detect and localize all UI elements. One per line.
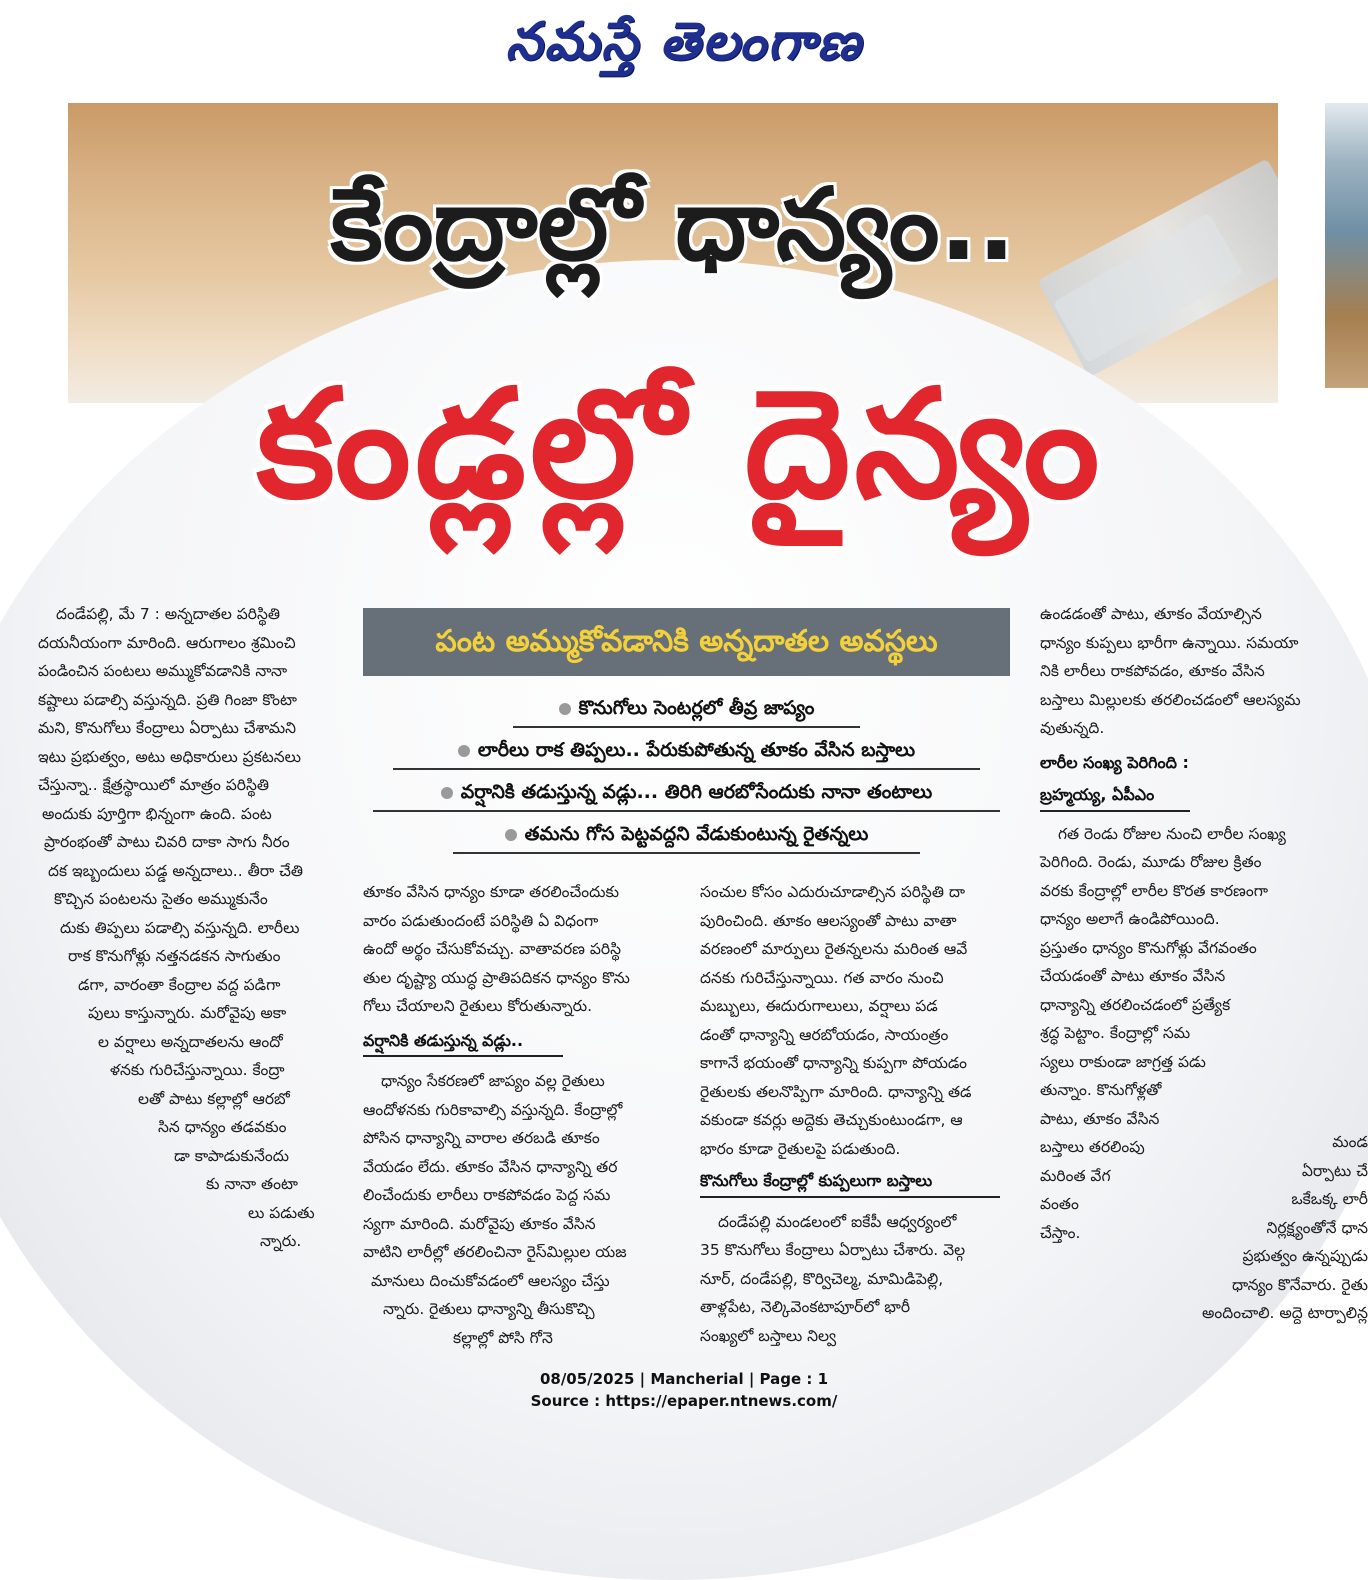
newspaper-logo: నమస్తే తెలంగాణ [505,12,863,72]
body-line: న్నారు. [260,1232,302,1250]
body-line: మానులు దించుకోవడంలో ఆలస్యం చేస్తు [371,1271,610,1290]
body-line: గోలు చేయాలని రైతులు కోరుతున్నారు. [363,997,593,1015]
body-line: స్యగా మారింది. మరోవైపు తూకం వేసిన [363,1214,596,1233]
body-line: పులు కాస్తున్నారు. మరోవైపు అకా [88,1004,287,1022]
body-line: బస్తాలు మిల్లులకు తరలించడంలో ఆలస్యమ [1040,690,1301,709]
body-line: పోసిన ధాన్యాన్ని వారాల తరబడి తూకం [363,1129,600,1147]
bullet-dot-icon [441,787,453,799]
bullet-dot-icon [559,703,571,715]
body-line: వరణంలో మార్పులు రైతన్నలను మరింత ఆవే [700,940,968,958]
body-line: పండించిన పంటలు అమ్ముకోవడానికి నానా [38,662,288,680]
body-line: దుకు తిప్పలు పడాల్సి వస్తున్నది. లారీలు [60,918,300,937]
body-line: ధాన్యం కుప్పలు భారీగా ఉన్నాయి. సమయా [1040,633,1299,652]
body-line: సిన ధాన్యం తడవకుం [158,1118,287,1136]
body-line: మండ [1332,1133,1368,1151]
body-line: పెరిగింది. రెండు, మూడు రోజుల క్రితం [1040,853,1262,871]
body-line: వంతం [1040,1195,1079,1213]
body-line: వారం పడుతుందంటే పరిస్థితి ఏ విధంగా [363,911,599,930]
body-line: మబ్బులు, ఈదురుగాలులు, వర్షాలు పడ [700,997,938,1015]
body-line: ధాన్యం కొనేవారు. రైతు [1231,1275,1368,1294]
body-line: చేస్తాం. [1040,1223,1081,1242]
bullet-item [363,732,1010,768]
body-line: అందుకు పూర్తిగా భిన్నంగా ఉంది. పంట [42,804,272,823]
bullet-list [363,690,1010,854]
article-column-1 [38,600,334,1256]
body-line: ఉందో అర్థం చేసుకోవచ్చు. వాతావరణ పరిస్థి [363,940,621,958]
body-line: భారం కూడా రైతులపై పడుతుంది. [700,1139,901,1158]
bullet-text: తమను గోస పెట్టవద్దని వేడుకుంటున్న రైతన్నలు [524,823,869,845]
body-line: దక ఇబ్బందులు పడ్డ అన్నదాలు.. తీరా చేతి [48,861,304,880]
body-line: మని, కొనుగోలు కేంద్రాలు ఏర్పాటు చేశామని [38,719,297,737]
body-line: ధాన్యాన్ని తరలించడంలో ప్రత్యేక [1040,995,1231,1014]
footer-source: Source : https://epaper.ntnews.com/ [530,1392,838,1410]
body-line: నికి లారీలు రాకపోవడం, తూకం వేసిన [1040,662,1265,680]
body-line: కాగానే భయంతో ధాన్యాన్ని కుప్పగా పోయడం [700,1054,968,1072]
body-line: వుతున్నది. [1040,719,1105,737]
body-line: వకుండా కవర్లు అద్దెకు తెచ్చుకుంటుండగా, ఆ [700,1111,963,1129]
bullet-item [363,774,1010,810]
section-subhead-byline: బ్రహ్మయ్య, ఏపీఎం [1040,785,1155,804]
body-line: సంఖ్యలో బస్తాలు నిల్వ [700,1326,837,1345]
body-line: కష్టాలు పడాల్సి వస్తున్నది. ప్రతి గింజా కొంటా [38,690,297,709]
body-line: ప్రస్తుతం ధాన్యం కొనుగోళ్లు వేగవంతం [1040,938,1257,957]
body-line: ధాన్యం సేకరణలో జాప్యం వల్ల రైతులు [381,1072,605,1090]
bullet-text: లారీలు రాక తిప్పలు.. పేరుకుపోతున్న తూకం వేసిన బస్తాలు [477,739,916,761]
bullet-text: వర్షానికి తడుస్తున్న వడ్లు... తిరిగి ఆరబోసేందుకు నానా తంటాలు [460,781,933,803]
bullet-underline [513,726,860,728]
body-line: తాళ్లపేట, నెల్కివెంకటాపూర్‌లో భారీ [700,1298,911,1316]
body-line: డంతో ధాన్యాన్ని ఆరబోయడం, సాయంత్రం [700,1025,949,1044]
bullet-underline [373,810,1000,812]
body-line: పురించింది. తూకం ఆలస్యంతో పాటు వాతా [700,911,957,930]
body-line: చేస్తున్నా.. క్షేత్రస్థాయిలో మాత్రం పరిస్థితి [38,776,269,794]
body-line: దయనీయంగా మారింది. ఆరుగాలం శ్రమించి [38,633,296,652]
body-line: ళనకు గురిచేస్తున్నాయి. కేంద్రా [110,1061,285,1079]
body-line: దండేపల్లి మండలంలో ఐకేపీ ఆధ్వర్యంలో [718,1212,957,1231]
body-line: దనకు గురిచేస్తున్నాయి. గత వారం నుంచి [700,968,944,987]
article-column-3 [700,878,1013,1350]
body-line: సంచుల కోసం ఎదురుచూడాల్సిన పరిస్థితి దా [700,883,965,901]
body-line: లించేందుకు లారీలు రాకపోవడం పెద్ద సమ [363,1186,611,1204]
footer-date-edition: 08/05/2025 | Mancherial | Page : 1 [539,1370,829,1388]
bullet-item [363,690,1010,726]
bullet-text: కొనుగోలు సెంటర్లలో తీవ్ర జాప్యం [578,697,815,719]
body-line: 35 కొనుగోలు కేంద్రాలు ఏర్పాటు చేశారు. వెల్గ [700,1241,966,1259]
body-line: తుల దృష్ట్యా యుద్ధ ప్రాతిపదికన ధాన్యం కొను [363,968,630,987]
body-line: ధాన్యం అలాగే ఉండిపోయింది. [1040,910,1220,928]
body-line: నూర్, దండేపల్లి, కొర్విచెల్మ, మామిడిపెల్లి, [700,1269,944,1288]
body-line: రైతులకు తలనొప్పిగా మారింది. ధాన్యాన్ని తడ [700,1082,972,1101]
article-column-2 [363,878,673,1352]
body-line: అందించాలి. అద్దె టార్పాలిన్ల [1202,1304,1368,1322]
body-line: ప్రారంభంతో పాటు చివరి దాకా సాగు నీరం [44,833,290,851]
body-line: వేయడం లేదు. తూకం వేసిన ధాన్యాన్ని తర [363,1157,618,1176]
body-line: రాక కొనుగోళ్లు నత్తనడకన సాగుతుం [68,947,281,965]
body-line: శ్రద్ధ పెట్టాం. కేంద్రాల్లో సమ [1040,1024,1191,1042]
body-line: ల వర్షాలు అన్నదాతలను ఆందో [98,1032,283,1051]
bullet-item [363,816,1010,852]
subhead-underline [1040,810,1190,812]
body-line: ఇటు ప్రభుత్వం, అటు అధికారులు ప్రకటనలు [38,747,301,766]
body-line: బస్తాలు తరలింపు [1040,1138,1145,1156]
body-line: స్యలు రాకుండా జాగ్రత్త పడు [1040,1052,1206,1071]
masthead [0,0,1368,92]
adjacent-photo [1325,103,1368,388]
body-line: మరింత వేగ [1040,1166,1111,1185]
body-line: గత రెండు రోజుల నుంచి లారీల సంఖ్య [1058,824,1286,843]
body-line: లు పడుతు [248,1203,315,1222]
headline-kicker: కేంద్రాల్లో ధాన్యం.. [330,166,1016,283]
body-line: ఆందోళనకు గురికావాల్సి వస్తున్నది. కేంద్రాల్లో [363,1100,623,1119]
bullet-dot-icon [505,829,517,841]
body-line: చేయడంతో పాటు తూకం వేసిన [1040,967,1226,985]
body-line: నిర్లక్ష్యంతోనే ధాన [1266,1218,1368,1237]
subhead-underline [700,1196,1000,1198]
body-line: ఏర్పాటు చే [1301,1161,1368,1180]
body-line: డగా, వారంతా కేంద్రాల వద్ద పడిగా [78,975,281,994]
page-footer [0,1368,1368,1412]
bullet-dot-icon [458,745,470,757]
body-line: కల్లాల్లో పోసి గోనె [453,1328,553,1347]
subhead-underline [363,1055,563,1057]
body-line: కు నానా తంటా [206,1175,298,1193]
section-subhead: లారీల సంఖ్య పెరిగింది : [1040,752,1189,772]
body-line: డా కాపాడుకునేందు [174,1146,290,1165]
body-line: ఉండడంతో పాటు, తూకం వేయాల్సిన [1040,605,1262,623]
bullet-underline [393,768,980,770]
section-subhead: వర్షానికి తడుస్తున్న వడ్లు.. [363,1030,524,1050]
body-line: వాటిని లారీల్లో తరలించినా రైస్‌మిల్లుల యజ [363,1243,627,1261]
subheadline-banner-text: పంట అమ్ముకోవడానికి అన్నదాతల అవస్థలు [435,624,938,659]
body-line: ప్రభుత్వం ఉన్నప్పుడు [1242,1247,1368,1265]
body-line: వరకు కేంద్రాల్లో లారీల కొరత కారణంగా [1040,881,1268,900]
body-line: కొచ్చిన పంటలను సైతం అమ్ముకునేం [54,890,268,908]
body-line: లతో పాటు కల్లాల్లో ఆరబో [138,1089,290,1108]
body-line: న్నారు. రైతులు ధాన్యాన్ని తీసుకొచ్చి [383,1300,595,1318]
body-line: తున్నాం. కొనుగోళ్లతో [1040,1081,1162,1099]
body-line: దండేపల్లి, మే 7 : అన్నదాతల పరిస్థితి [56,605,280,623]
section-subhead: కొనుగోలు కేంద్రాల్లో కుప్పలుగా బస్తాలు [700,1171,933,1190]
bullet-underline [453,852,920,854]
body-line: తూకం వేసిన ధాన్యం కూడా తరలించేందుకు [363,883,619,901]
headline-main: కండ్లల్లో దైన్యం [256,358,1104,532]
body-line: ఒకేఒక్క లారీ [1291,1190,1368,1208]
body-line: పాటు, తూకం వేసిన [1040,1109,1160,1128]
article-column-5-partial [1160,1128,1368,1328]
